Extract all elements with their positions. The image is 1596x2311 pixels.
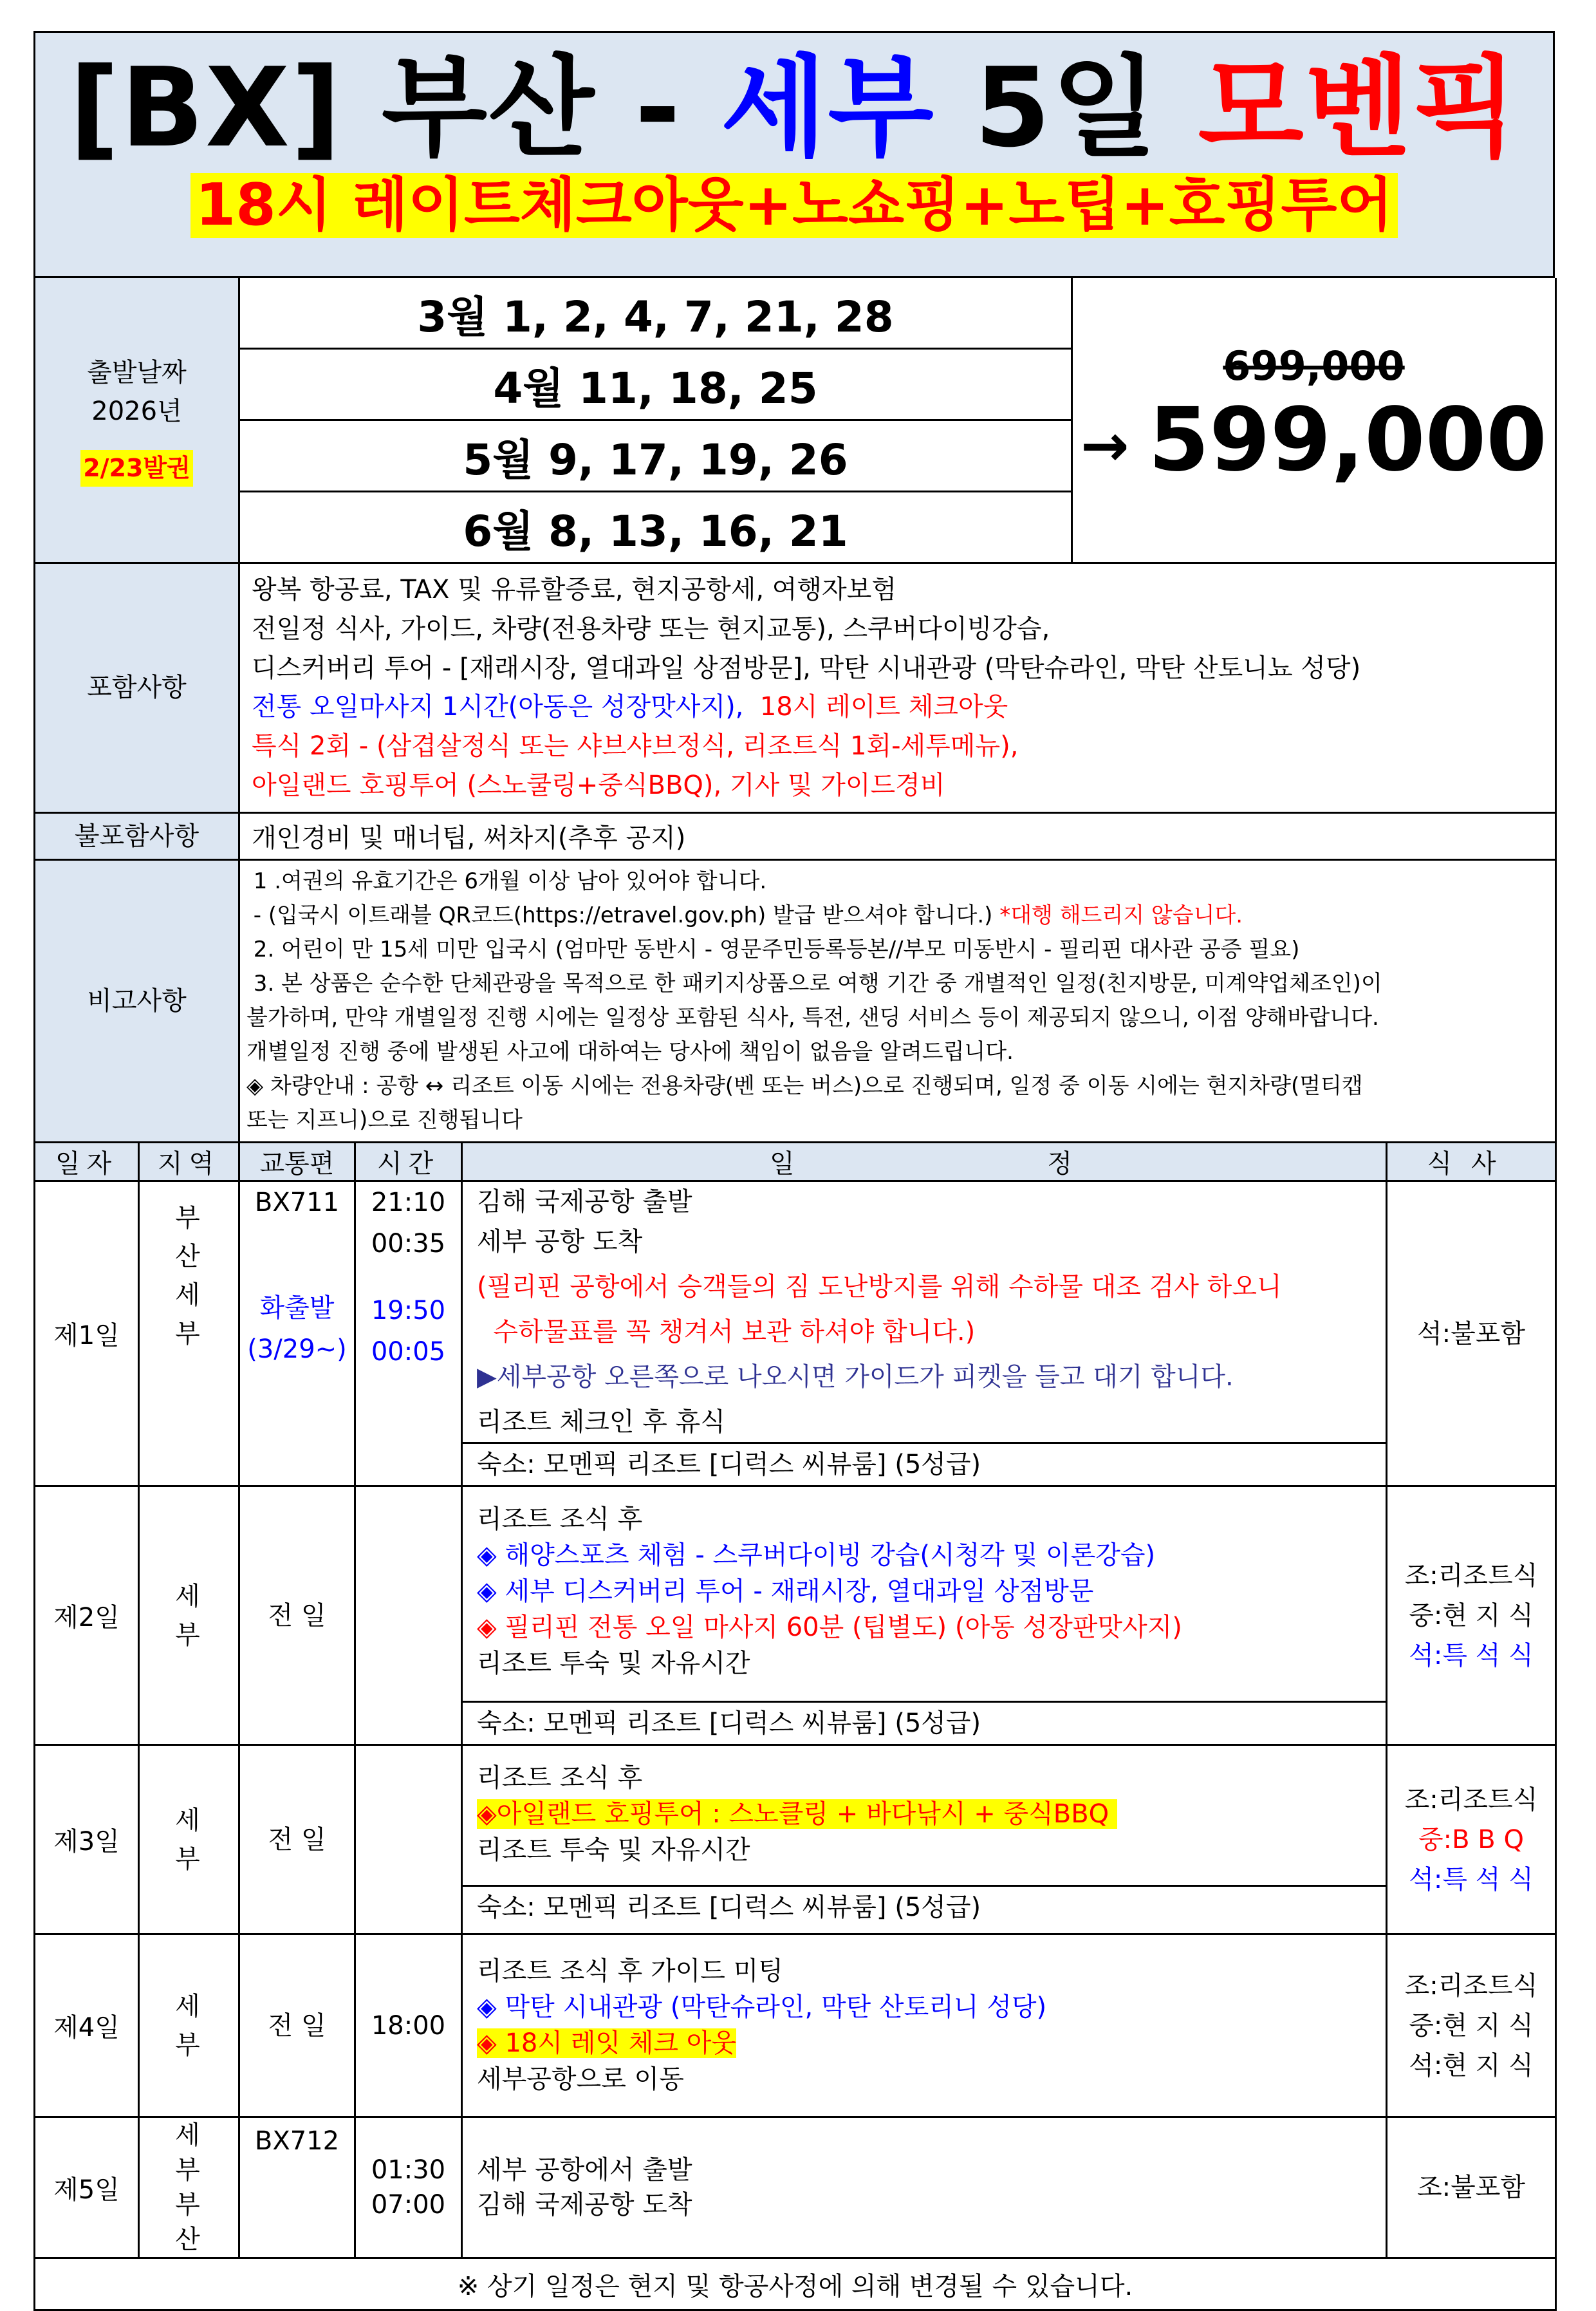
day-label: 제5일 bbox=[35, 2117, 139, 2258]
details-table bbox=[33, 564, 1557, 1143]
departure-label-year: 2026년 bbox=[91, 396, 182, 426]
included-line bbox=[252, 688, 1543, 727]
meal-breakfast: 조:리조트식 bbox=[1404, 1970, 1538, 2001]
date-row-march: 3월 1, 2, 4, 7, 21, 28 bbox=[239, 278, 1072, 349]
day-label: 제1일 bbox=[35, 1181, 139, 1486]
hopping-tour-highlight: ◈아일랜드 호핑투어 : 스노클링 + 바다낚시 + 중식BBQ bbox=[477, 1799, 1117, 1829]
flight-number: BX712 bbox=[239, 2117, 355, 2258]
transport-cell: 전 일 bbox=[239, 1745, 355, 1934]
hotel-info: 숙소: 모멘픽 리조트 [디럭스 씨뷰룸] (5성급) bbox=[463, 1442, 1386, 1485]
meal-cell bbox=[1387, 1486, 1556, 1745]
header-time: 시간 bbox=[355, 1143, 462, 1181]
price-cell bbox=[1072, 278, 1556, 563]
included-line: 디스커버리 투어 - [재래시장, 열대과일 상점방문], 막탄 시내관광 (막탄슈라인, 막탄 산토니뇨 성당) bbox=[252, 653, 1361, 683]
itinerary-warning: (필리핀 공항에서 승객들의 짐 도난방지를 위해 수하물 대조 검사 하오니 bbox=[477, 1272, 1282, 1302]
note-line: ◈ 차량안내 : 공항 ↔ 리조트 이동 시에는 전용차량(벤 또는 버스)으로 진행되며, 일정 중 이동 시에는 현지차량(멀티캡 bbox=[246, 1072, 1363, 1099]
meal-cell: 조:불포함 bbox=[1387, 2117, 1556, 2258]
note-line: 불가하며, 만약 개별일정 진행 시에는 일정상 포함된 식사, 특전, 샌딩 서비스 등이 제공되지 않으니, 이점 양해바랍니다. bbox=[246, 1004, 1379, 1031]
excluded-content: 개인경비 및 매너팁, 써차지(추후 공지) bbox=[239, 812, 1556, 859]
itinerary-line: 리조트 투숙 및 자유시간 bbox=[477, 1649, 750, 1679]
meal-lunch: 중:현 지 식 bbox=[1409, 2010, 1534, 2041]
meal-dinner: 석:특 석 식 bbox=[1409, 1864, 1534, 1895]
new-price: 599,000 bbox=[1148, 389, 1547, 491]
itinerary-warning: 수하물표를 꼭 챙겨서 보관 하셔야 합니다.) bbox=[477, 1317, 976, 1347]
schedule-row-day3 bbox=[35, 1745, 1556, 1934]
schedule-header bbox=[35, 1143, 1556, 1181]
itinerary-line: 김해 국제공항 도착 bbox=[477, 2190, 692, 2220]
new-price-line bbox=[1073, 389, 1555, 491]
itinerary-guide-note: ▶세부공항 오른쪽으로 나오시면 가이드가 피켓을 들고 대기 합니다. bbox=[477, 1362, 1234, 1392]
region-destination: 세부 bbox=[175, 1280, 222, 1349]
schedule-row-day4 bbox=[35, 1934, 1556, 2117]
notes-label: 비고사항 bbox=[35, 859, 239, 1142]
included-line: 아일랜드 호핑투어 (스노쿨링+중식BBQ), 기사 및 가이드경비 bbox=[252, 770, 945, 800]
included-line: 왕복 항공료, TAX 및 유류할증료, 현지공항세, 여행자보험 bbox=[252, 575, 896, 604]
flight-number: BX711 bbox=[254, 1188, 340, 1218]
schedule-row-day5 bbox=[35, 2117, 1556, 2258]
itinerary-line: 세부공항으로 이동 bbox=[477, 2064, 684, 2095]
time-cell bbox=[355, 2117, 462, 2258]
title-part1: [BX] 부산 - bbox=[69, 44, 721, 172]
footer-row bbox=[35, 2258, 1556, 2310]
itinerary-line: 리조트 체크인 후 휴식 bbox=[477, 1407, 725, 1437]
day-label: 제3일 bbox=[35, 1745, 139, 1934]
hotel-info: 숙소: 모멘픽 리조트 [디럭스 씨뷰룸] (5성급) bbox=[463, 1885, 1386, 1928]
meal-dinner: 석:특 석 식 bbox=[1409, 1640, 1534, 1670]
tour-document bbox=[33, 31, 1555, 2311]
hotel-info: 숙소: 모멘픽 리조트 [디럭스 씨뷰룸] (5성급) bbox=[463, 1701, 1386, 1744]
transport-cell: 전 일 bbox=[239, 1486, 355, 1745]
itinerary-activity: ◈ 필리핀 전통 오일 마사지 60분 (팁별도) (아동 성장판맛사지) bbox=[477, 1613, 1182, 1643]
day-label: 제4일 bbox=[35, 1934, 139, 2117]
departure-label bbox=[35, 278, 239, 563]
itinerary-cell bbox=[462, 2117, 1387, 2258]
tuesday-arrival-time: 00:05 bbox=[371, 1337, 446, 1367]
included-line: 전일정 식사, 가이드, 차량(전용차량 또는 현지교통), 스쿠버다이빙강습, bbox=[252, 613, 1050, 644]
region-origin: 세부 bbox=[175, 2120, 222, 2185]
itinerary-line: 리조트 투숙 및 자유시간 bbox=[477, 1835, 750, 1866]
tuesday-departure-period: (3/29~) bbox=[247, 1334, 347, 1365]
region-cell: 세부 bbox=[139, 1934, 239, 2117]
time-cell: 18:00 bbox=[355, 1934, 462, 2117]
region-cell bbox=[139, 1181, 239, 1486]
title-part2: 5일 bbox=[934, 44, 1198, 172]
note-line: 또는 지프니)으로 진행됩니다 bbox=[246, 1107, 523, 1133]
time-cell bbox=[355, 1486, 462, 1745]
page-subtitle: 18시 레이트체크아웃+노쇼핑+노팁+호핑투어 bbox=[190, 173, 1398, 238]
header-itinerary: 일 정 bbox=[462, 1143, 1387, 1181]
day-label: 제2일 bbox=[35, 1486, 139, 1745]
tuesday-departure-label: 화출발 bbox=[259, 1293, 335, 1324]
excluded-label: 불포함사항 bbox=[35, 812, 239, 859]
note-line: 2. 어린이 만 15세 미만 입국시 (엄마만 동반시 - 영문주민등록등본//부모 미동반시 - 필리핀 대사관 공증 필요) bbox=[246, 936, 1300, 962]
meal-cell: 석:불포함 bbox=[1387, 1181, 1556, 1486]
itinerary-cell bbox=[462, 1745, 1387, 1934]
departure-time: 01:30 bbox=[371, 2155, 446, 2185]
schedule-row-day2 bbox=[35, 1486, 1556, 1745]
itinerary-line: 세부 공항 도착 bbox=[477, 1227, 643, 1257]
date-row-june: 6월 8, 13, 16, 21 bbox=[239, 492, 1072, 563]
transport-cell bbox=[239, 1181, 355, 1486]
region-cell: 세부 bbox=[139, 1745, 239, 1934]
header-transport: 교통편 bbox=[239, 1143, 355, 1181]
departure-label-line1: 출발날짜 bbox=[87, 357, 187, 388]
issue-date-badge: 2/23발권 bbox=[80, 450, 193, 487]
late-checkout-highlight: ◈ 18시 레잇 체크 아웃 bbox=[477, 2028, 736, 2059]
date-row-may: 5월 9, 17, 19, 26 bbox=[239, 420, 1072, 492]
late-checkout-note: 18시 레이트 체크아웃 bbox=[743, 692, 1008, 722]
itinerary-cell bbox=[462, 1181, 1387, 1486]
header-day: 일자 bbox=[35, 1143, 139, 1181]
notes-content bbox=[239, 859, 1556, 1142]
tuesday-departure-time: 19:50 bbox=[371, 1296, 446, 1326]
note-line: 1 .여권의 유효기간은 6개월 이상 남아 있어야 합니다. bbox=[246, 868, 767, 894]
itinerary-line: 세부 공항에서 출발 bbox=[477, 2155, 692, 2185]
old-price: 699,000 bbox=[1223, 342, 1405, 389]
region-cell bbox=[139, 2117, 239, 2258]
itinerary-cell bbox=[462, 1486, 1387, 1745]
schedule-table bbox=[33, 1143, 1557, 2311]
included-content bbox=[239, 564, 1556, 812]
header-meal: 식사 bbox=[1387, 1143, 1556, 1181]
included-label: 포함사항 bbox=[35, 564, 239, 812]
meal-cell bbox=[1387, 1934, 1556, 2117]
included-line: 특식 2회 - (삼겹살정식 또는 샤브샤브정식, 리조트식 1회-세투메뉴), bbox=[252, 731, 1019, 762]
date-row-april: 4월 11, 18, 25 bbox=[239, 349, 1072, 420]
itinerary-line: 리조트 조식 후 bbox=[477, 1504, 643, 1535]
note-line: 개별일정 진행 중에 발생된 사고에 대하여는 당사에 책임이 없음을 알려드립니다. bbox=[246, 1038, 1014, 1065]
region-origin: 부산 bbox=[175, 1203, 222, 1272]
itinerary-activity: ◈ 막탄 시내관광 (막탄슈라인, 막탄 산토리니 성당) bbox=[477, 1992, 1047, 2023]
departure-time: 21:10 bbox=[371, 1188, 446, 1218]
itinerary-activity: ◈ 세부 디스커버리 투어 - 재래시장, 열대과일 상점방문 bbox=[477, 1577, 1094, 1607]
arrow-icon: → bbox=[1081, 412, 1129, 480]
meal-breakfast: 조:리조트식 bbox=[1404, 1560, 1538, 1591]
header bbox=[33, 31, 1555, 278]
itinerary-line: 김해 국제공항 출발 bbox=[477, 1187, 692, 1217]
meal-cell bbox=[1387, 1745, 1556, 1934]
time-cell bbox=[355, 1745, 462, 1934]
transport-cell: 전 일 bbox=[239, 1934, 355, 2117]
region-cell: 세부 bbox=[139, 1486, 239, 1745]
note-text: - (입국시 이트래블 QR코드(https://etravel.gov.ph) 발급 받으셔야 합니다.) bbox=[246, 902, 1000, 928]
itinerary-cell bbox=[462, 1934, 1387, 2117]
arrival-time: 00:35 bbox=[371, 1229, 446, 1259]
arrival-time: 07:00 bbox=[371, 2190, 446, 2220]
title-destination: 세부 bbox=[721, 44, 935, 172]
header-region: 지역 bbox=[139, 1143, 239, 1181]
massage-note: 전통 오일마사지 1시간(아동은 성장맛사지), bbox=[252, 692, 744, 722]
itinerary-line: 리조트 조식 후 가이드 미팅 bbox=[477, 1956, 783, 1987]
footer-note: ※ 상기 일정은 현지 및 항공사정에 의해 변경될 수 있습니다. bbox=[35, 2258, 1556, 2310]
title-hotel: 모벤픽 bbox=[1198, 44, 1519, 172]
note-line: 3. 본 상품은 순수한 단체관광을 목적으로 한 패키지상품으로 여행 기간 중 개별적인 일정(친지방문, 미계약업체조인)이 bbox=[246, 970, 1382, 996]
region-destination: 부산 bbox=[175, 2190, 222, 2255]
page-title bbox=[35, 33, 1553, 172]
info-table bbox=[33, 278, 1557, 564]
time-cell bbox=[355, 1181, 462, 1486]
itinerary-activity: ◈ 해양스포츠 체험 - 스쿠버다이빙 강습(시청각 및 이론강습) bbox=[477, 1540, 1156, 1571]
meal-breakfast: 조:리조트식 bbox=[1404, 1784, 1538, 1815]
itinerary-line: 리조트 조식 후 bbox=[477, 1763, 643, 1793]
meal-dinner: 석:현 지 식 bbox=[1409, 2050, 1534, 2081]
schedule-row-day1 bbox=[35, 1181, 1556, 1486]
meal-lunch: 중:B B Q bbox=[1418, 1824, 1524, 1855]
note-warning: *대행 해드리지 않습니다. bbox=[999, 902, 1243, 928]
meal-lunch: 중:현 지 식 bbox=[1409, 1600, 1534, 1631]
note-line bbox=[246, 899, 1548, 933]
